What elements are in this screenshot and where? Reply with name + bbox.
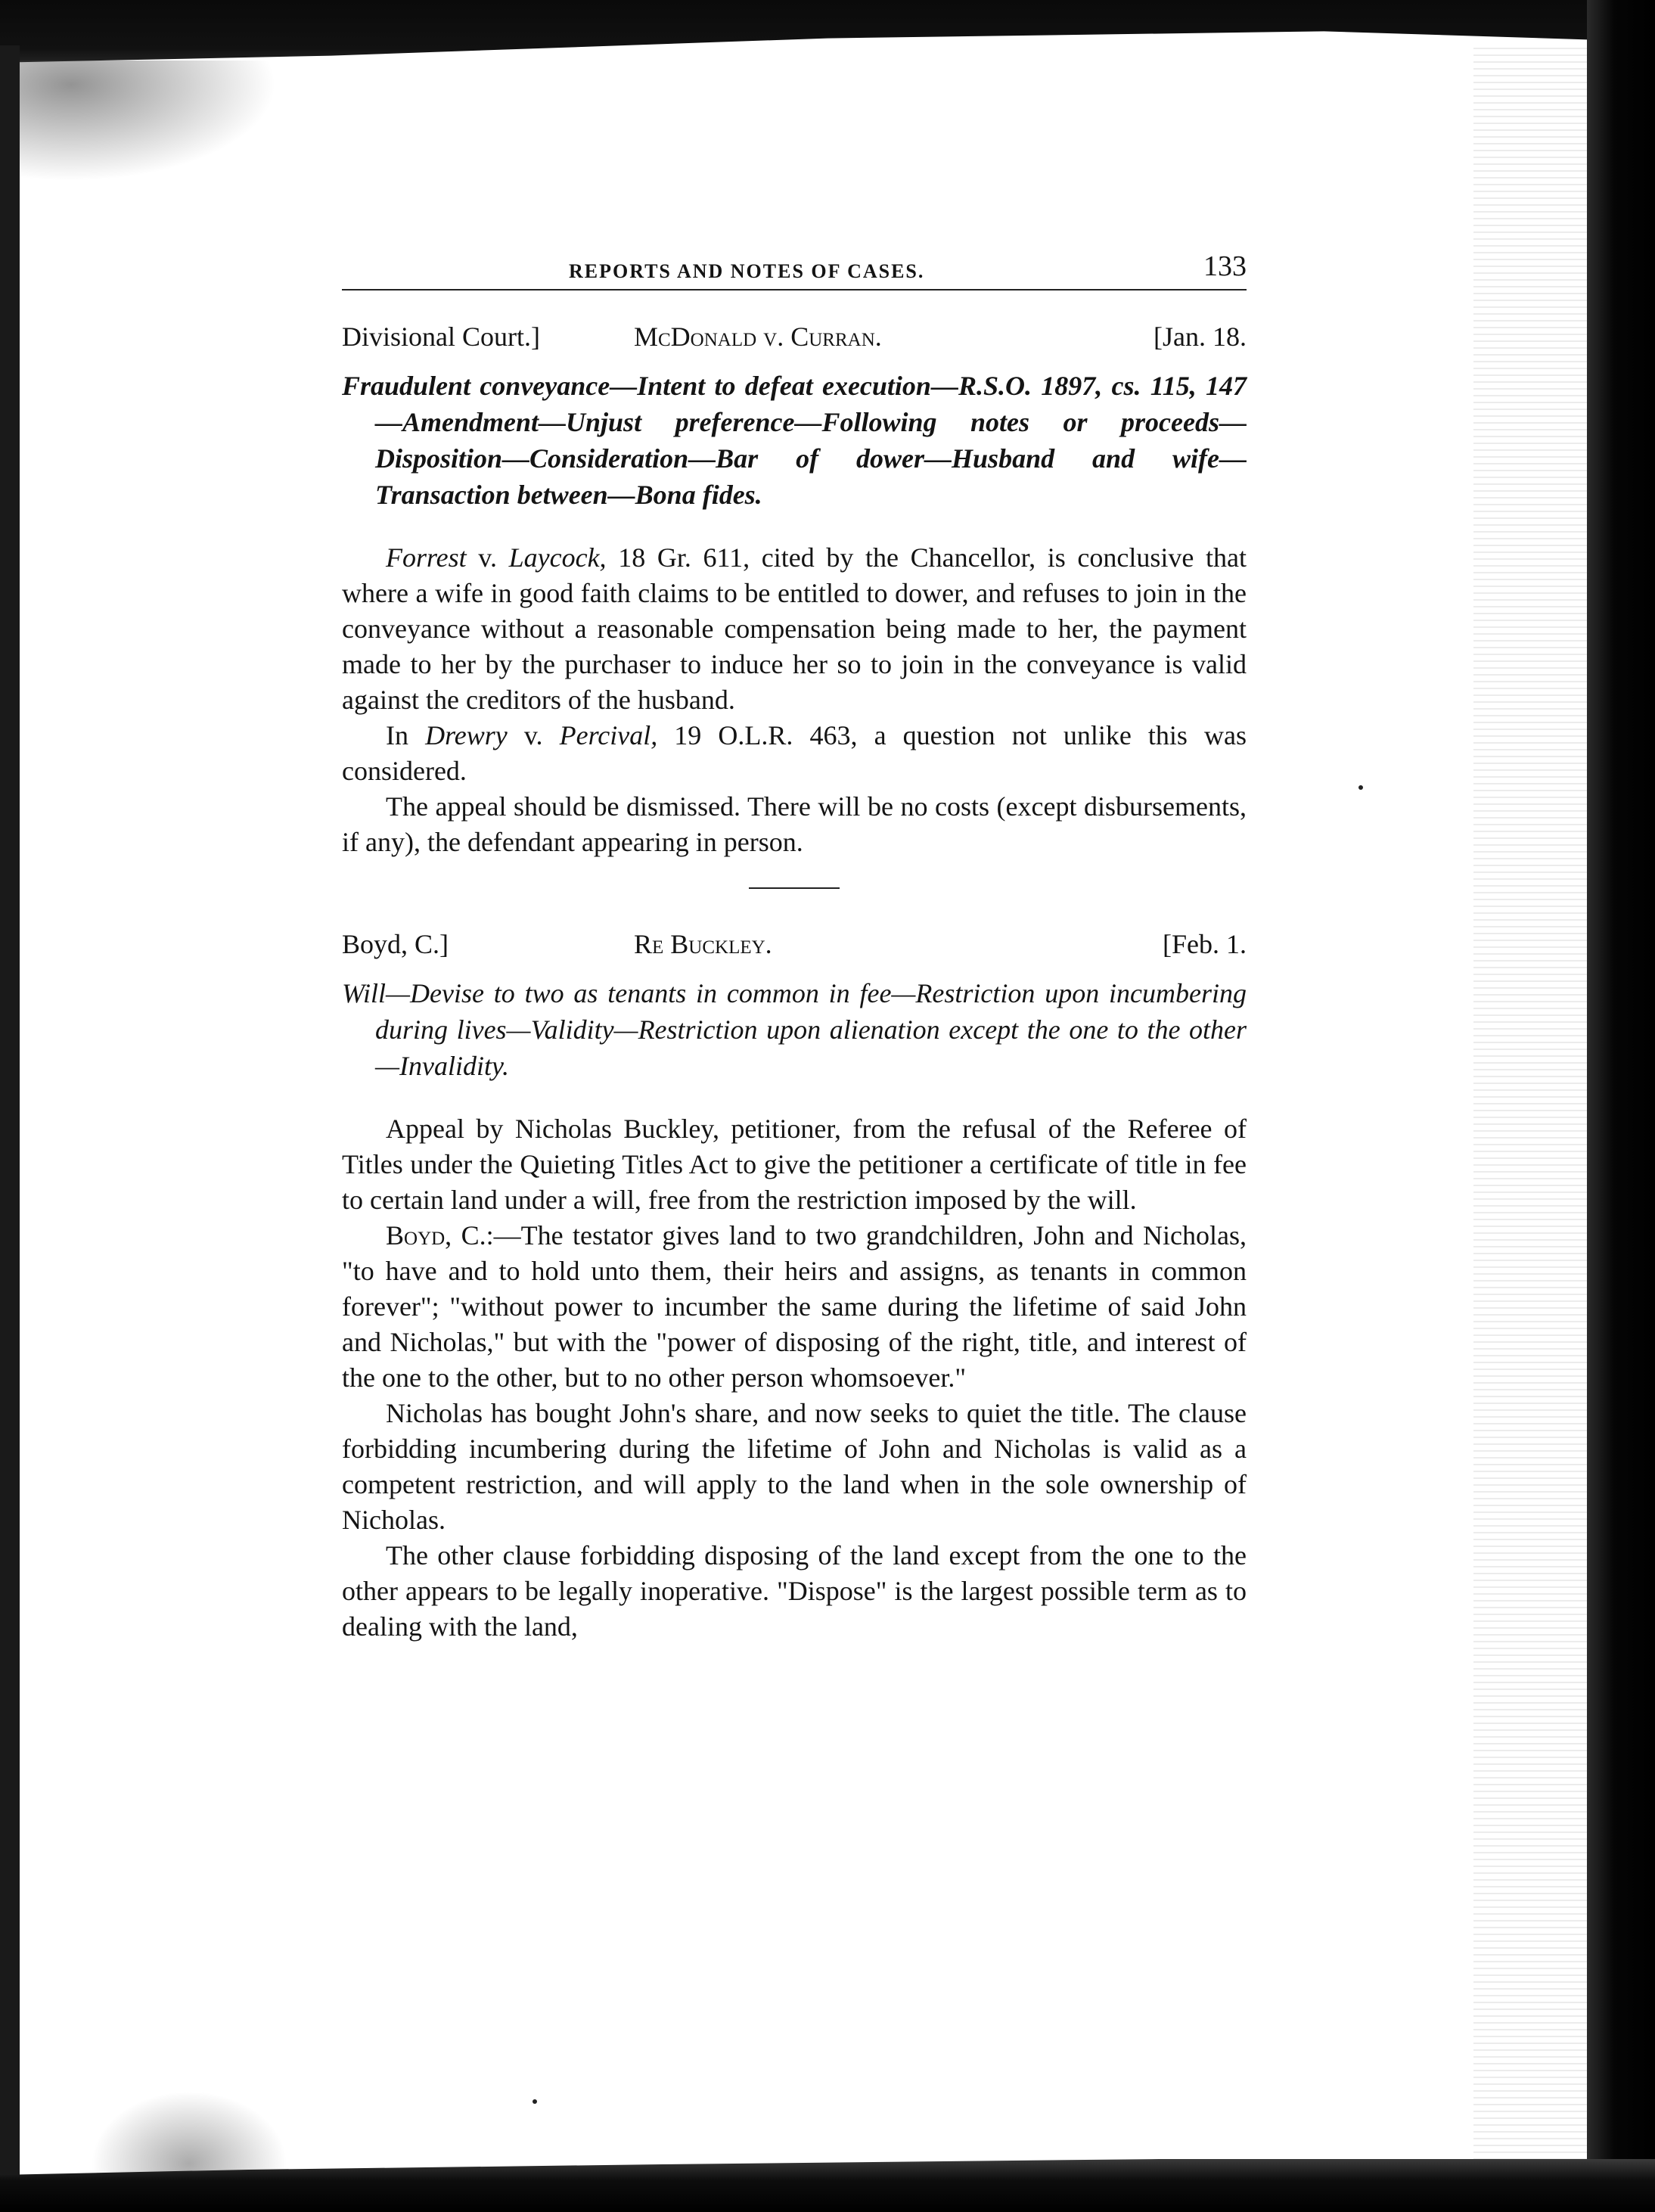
scan-noise-right [1473,45,1587,2194]
running-head-title: REPORTS AND NOTES OF CASES. [569,260,925,282]
case-date: [Jan. 18. [1154,322,1247,352]
case-title: McDonald v. Curran. [634,322,882,352]
paragraph-text: :—The testator gives land to two grandchildren, John and Nicholas, "to have and to hold unto them, their heirs and assigns, as tenants in common forever"; "without power to incumber the same during the lifetime of said John and Nicholas," but with the "power of disposing of the right, title, and interest of the one to the other, but to no other person whomsoever." [342,1220,1247,1393]
speck [533,2099,537,2104]
scan-smear [20,61,277,182]
headnote: Will—Devise to two as tenants in common in fee—Restriction upon incumbering during lives—Validity—Restriction upon alienation except the one to the other—Invalidity. [342,978,1247,1081]
scan-border-left [0,45,20,2212]
page-number: 133 [1203,250,1247,282]
case-citation: Laycock, [508,542,607,573]
case-title: Re Buckley. [634,929,772,959]
case-divider [749,887,840,889]
paragraph [342,1218,1247,1396]
paragraph: Nicholas has bought John's share, and now seeks to quiet the title. The clause forbidding incumbering during the lifetime of John and Nicholas is valid as a competent restriction, and will apply to the land when in the sole ownership of Nicholas. [342,1398,1247,1535]
paragraph: The other clause forbidding disposing of the land except from the one to the other appears to be legally inoperative. "Dispose" is the largest possible term as to dealing with the land, [342,1540,1247,1642]
case-citation: Forrest [386,542,467,573]
court-name: Boyd, C.] [342,929,449,959]
header-rule [342,289,1247,290]
headnote: Fraudulent conveyance—Intent to defeat execution—R.S.O. 1897, cs. 115, 147—Amendment—Unjust preference—Following notes or proceeds—Disposition—Consideration—Bar of dower—Husband and wife—Transaction between—Bona fides. [342,371,1247,510]
versus: v. [466,542,509,573]
document-page [342,241,1247,1645]
paragraph-text: In [386,720,426,750]
paragraph-text: 18 Gr. 611, cited by the Chancellor, is conclusive that where a wife in good faith claims to be entitled to dower, and refuses to join in the conveyance without a reasonable compensation being made to her, the payment made to her by the purchaser to induce her so to join in the conveyance is valid against the creditors of the husband. [342,542,1247,715]
versus: v. [507,720,560,750]
scan-border-right [1587,0,1655,2212]
paragraph [342,540,1247,718]
case-citation: Drewry [425,720,508,750]
court-name: Divisional Court.] [342,322,540,352]
paragraph: The appeal should be dismissed. There will be no costs (except disbursements, if any), the defendant appearing in person. [342,791,1247,857]
case-citation: Percival, [559,720,658,750]
speck [1358,785,1363,790]
case-header [342,928,1247,965]
scan-smear-bottom [91,2091,287,2182]
paragraph: Appeal by Nicholas Buckley, petitioner, from the refusal of the Referee of Titles under the Quieting Titles Act to give the petitioner a certificate of title in fee to certain land under a will, free from the restriction imposed by the will. [342,1114,1247,1215]
case-date: [Feb. 1. [1163,929,1247,959]
case-header [342,321,1247,357]
paragraph-text: 19 O.L.R. 463, a question not unlike this was considered. [342,720,1247,786]
running-head [342,241,1247,289]
scan-border-top [0,0,1655,70]
judge-name: Boyd, C. [386,1220,486,1250]
paragraph [342,718,1247,789]
